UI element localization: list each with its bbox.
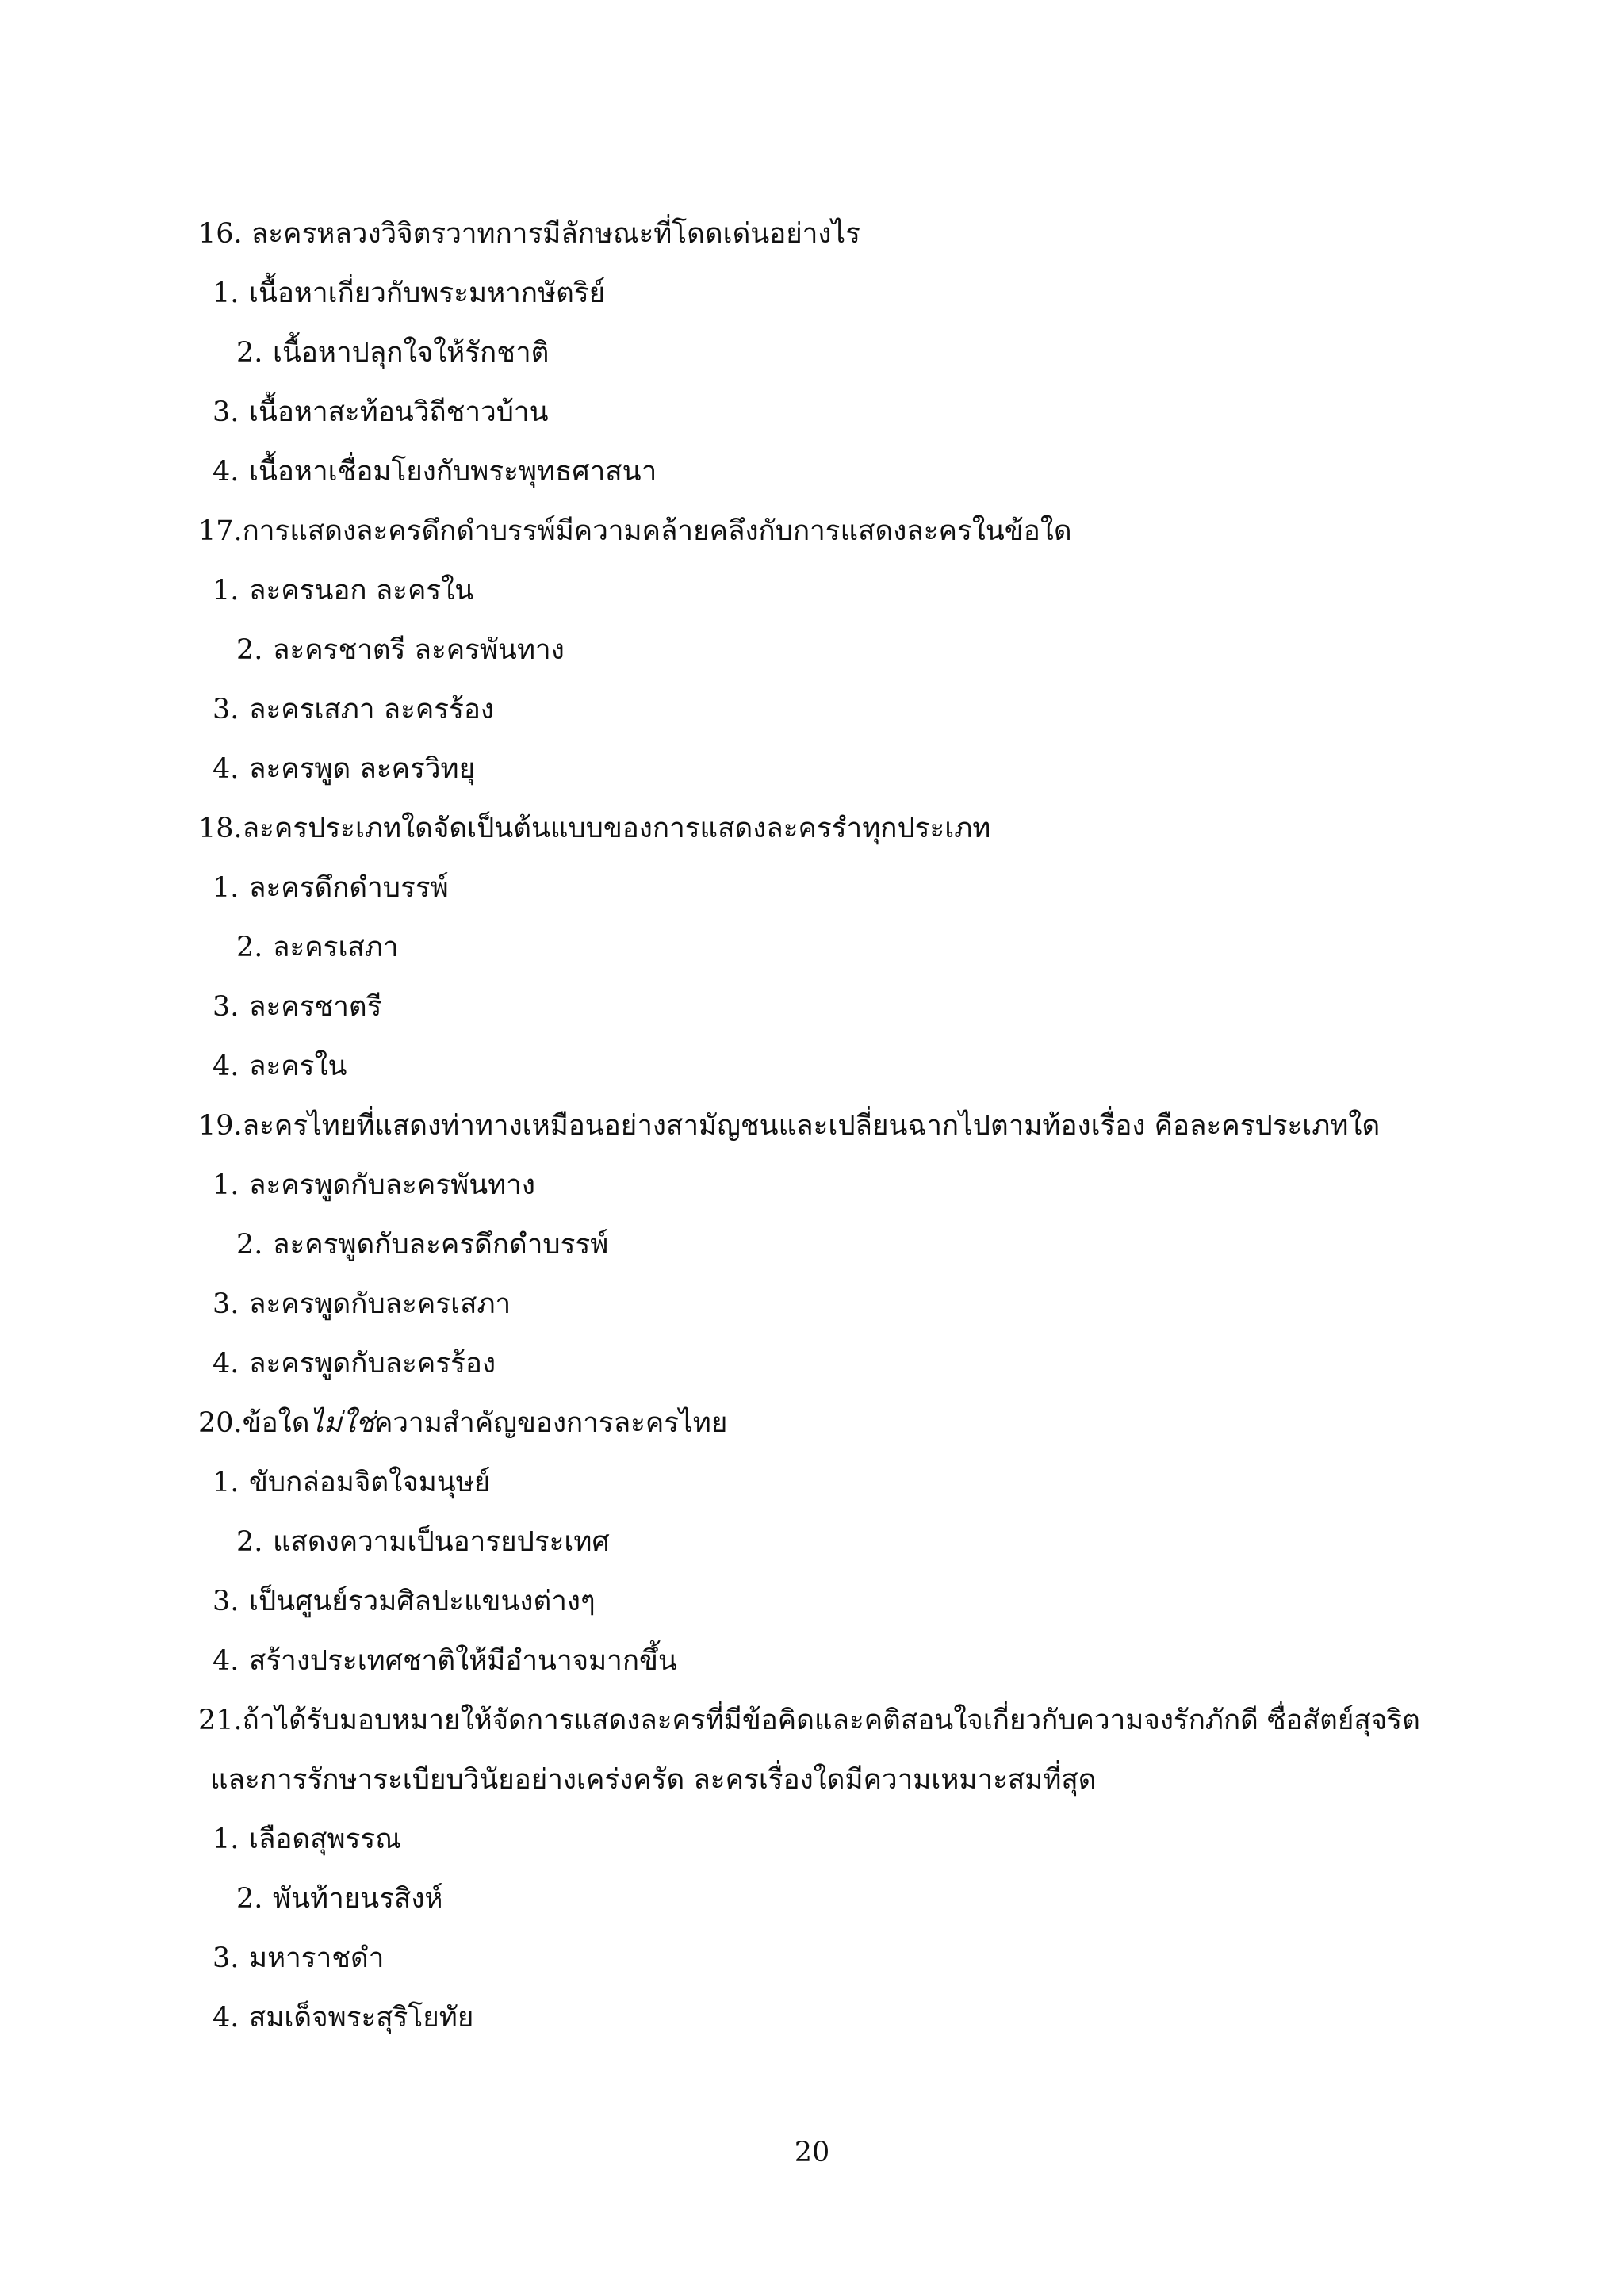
question-21 — [198, 1691, 1435, 2048]
question-stem-after: ความสำคัญของการละครไทย — [373, 1407, 728, 1439]
option-text: เนื้อหาเกี่ยวกับพระมหากษัตริย์ — [249, 277, 606, 309]
option-text: มหาราชดำ — [249, 1942, 385, 1974]
option-number: 3. — [213, 991, 239, 1023]
option-number: 2. — [236, 1883, 263, 1915]
option — [198, 1156, 1435, 1215]
question-stem: ละครไทยที่แสดงท่าทางเหมือนอย่างสามัญชนและเปลี่ยนฉากไปตามท้องเรื่อง คือละครประเภทใด — [242, 1110, 1381, 1142]
option — [198, 1988, 1435, 2048]
option — [198, 1513, 1435, 1572]
option — [198, 1869, 1435, 1929]
option-text: เป็นศูนย์รวมศิลปะแขนงต่างๆ — [249, 1586, 596, 1617]
option-text: เนื้อหาสะท้อนวิถีชาวบ้าน — [249, 396, 549, 428]
option-number: 1. — [213, 277, 239, 309]
option-number: 3. — [213, 694, 239, 725]
option-text: ละครพูดกับละครดึกดำบรรพ์ — [273, 1229, 609, 1261]
option-text: ละครพูด ละครวิทยุ — [249, 753, 476, 785]
option-number: 1. — [213, 872, 239, 904]
option-text: แสดงความเป็นอารยประเทศ — [273, 1526, 610, 1558]
option-number: 4. — [213, 1645, 239, 1677]
option — [198, 1810, 1435, 1869]
option — [198, 1037, 1435, 1096]
option — [198, 323, 1435, 383]
option — [198, 740, 1435, 799]
question-text — [198, 1096, 1435, 1156]
option — [198, 1215, 1435, 1275]
option-number: 1. — [213, 1169, 239, 1201]
question-19 — [198, 1096, 1435, 1394]
question-stem: ละครประเภทใดจัดเป็นต้นแบบของการแสดงละครรำทุกประเภท — [242, 813, 991, 844]
option-text: สมเด็จพระสุริโยทัย — [249, 2002, 474, 2034]
option-number: 4. — [213, 1348, 239, 1380]
option-number: 2. — [236, 1526, 263, 1558]
option-text: สร้างประเทศชาติให้มีอำนาจมากขึ้น — [249, 1645, 677, 1677]
question-18 — [198, 799, 1435, 1096]
option-text: เนื้อหาเชื่อมโยงกับพระพุทธศาสนา — [249, 456, 657, 488]
option-number: 4. — [213, 1050, 239, 1082]
option-number: 3. — [213, 1586, 239, 1617]
option — [198, 1334, 1435, 1394]
option — [198, 859, 1435, 918]
option-number: 2. — [236, 932, 263, 963]
option-text: ละครชาตรี ละครพันทาง — [273, 634, 565, 666]
question-stem: ถ้าได้รับมอบหมายให้จัดการแสดงละครที่มีข้อคิดและคติสอนใจเกี่ยวกับความจงรักภักดี ซื่อสัตย์สุจริต — [242, 1705, 1420, 1736]
option — [198, 1453, 1435, 1513]
option-number: 3. — [213, 1942, 239, 1974]
option — [198, 978, 1435, 1037]
option-text: ละครเสภา — [273, 932, 399, 963]
option-number: 4. — [213, 456, 239, 488]
option-number: 4. — [213, 753, 239, 785]
question-stem: การแสดงละครดึกดำบรรพ์มีความคล้ายคลึงกับการแสดงละครในข้อใด — [242, 515, 1072, 547]
option-text: ละครชาตรี — [249, 991, 382, 1023]
option-text: ละครนอก ละครใน — [249, 575, 474, 607]
option — [198, 1572, 1435, 1632]
option — [198, 1632, 1435, 1691]
option-text: ละครพูดกับละครเสภา — [249, 1288, 511, 1320]
option-text: ละครดึกดำบรรพ์ — [249, 872, 449, 904]
question-text-continuation: และการรักษาระเบียบวินัยอย่างเคร่งครัด ละครเรื่องใดมีความเหมาะสมที่สุด — [210, 1764, 1097, 1796]
question-text — [198, 205, 1435, 264]
option-text: เลือดสุพรรณ — [249, 1823, 401, 1855]
question-stem-emphasis: ไม่ใช่ — [309, 1407, 374, 1439]
option-number: 1. — [213, 1467, 239, 1498]
option-text: ขับกล่อมจิตใจมนุษย์ — [249, 1467, 491, 1498]
option-text: เนื้อหาปลุกใจให้รักชาติ — [273, 337, 550, 369]
question-number: 20. — [198, 1407, 243, 1439]
question-text — [198, 799, 1435, 859]
option-text: ละครเสภา ละครร้อง — [249, 694, 495, 725]
option-number: 2. — [236, 1229, 263, 1261]
question-17 — [198, 502, 1435, 799]
option — [198, 680, 1435, 740]
question-number: 21. — [198, 1705, 243, 1736]
question-list — [198, 205, 1435, 2048]
option — [198, 264, 1435, 323]
option-number: 2. — [236, 634, 263, 666]
question-text — [198, 502, 1435, 561]
option-text: ละครใน — [249, 1050, 347, 1082]
question-number: 17. — [198, 515, 243, 547]
question-number: 16. — [198, 218, 243, 250]
option — [198, 442, 1435, 502]
question-number: 18. — [198, 813, 243, 844]
question-text — [198, 1691, 1435, 1751]
option — [198, 1275, 1435, 1334]
option-text: พันท้ายนรสิงห์ — [273, 1883, 443, 1915]
question-text — [198, 1394, 1435, 1453]
question-16 — [198, 205, 1435, 502]
option — [198, 383, 1435, 442]
option — [198, 1929, 1435, 1988]
option-number: 3. — [213, 1288, 239, 1320]
option-number: 4. — [213, 2002, 239, 2034]
question-stem: ละครหลวงวิจิตรวาทการมีลักษณะที่โดดเด่นอย่างไร — [251, 218, 860, 250]
option-number: 2. — [236, 337, 263, 369]
question-stem-before: ข้อใด — [242, 1407, 310, 1439]
option-number: 3. — [213, 396, 239, 428]
option-number: 1. — [213, 575, 239, 607]
option-text: ละครพูดกับละครพันทาง — [249, 1169, 535, 1201]
option — [198, 561, 1435, 621]
option-text: ละครพูดกับละครร้อง — [249, 1348, 496, 1380]
question-number: 19. — [198, 1110, 243, 1142]
question-20 — [198, 1394, 1435, 1691]
option — [198, 621, 1435, 680]
option-number: 1. — [213, 1823, 239, 1855]
option — [198, 918, 1435, 978]
page-number: 20 — [794, 2137, 830, 2168]
